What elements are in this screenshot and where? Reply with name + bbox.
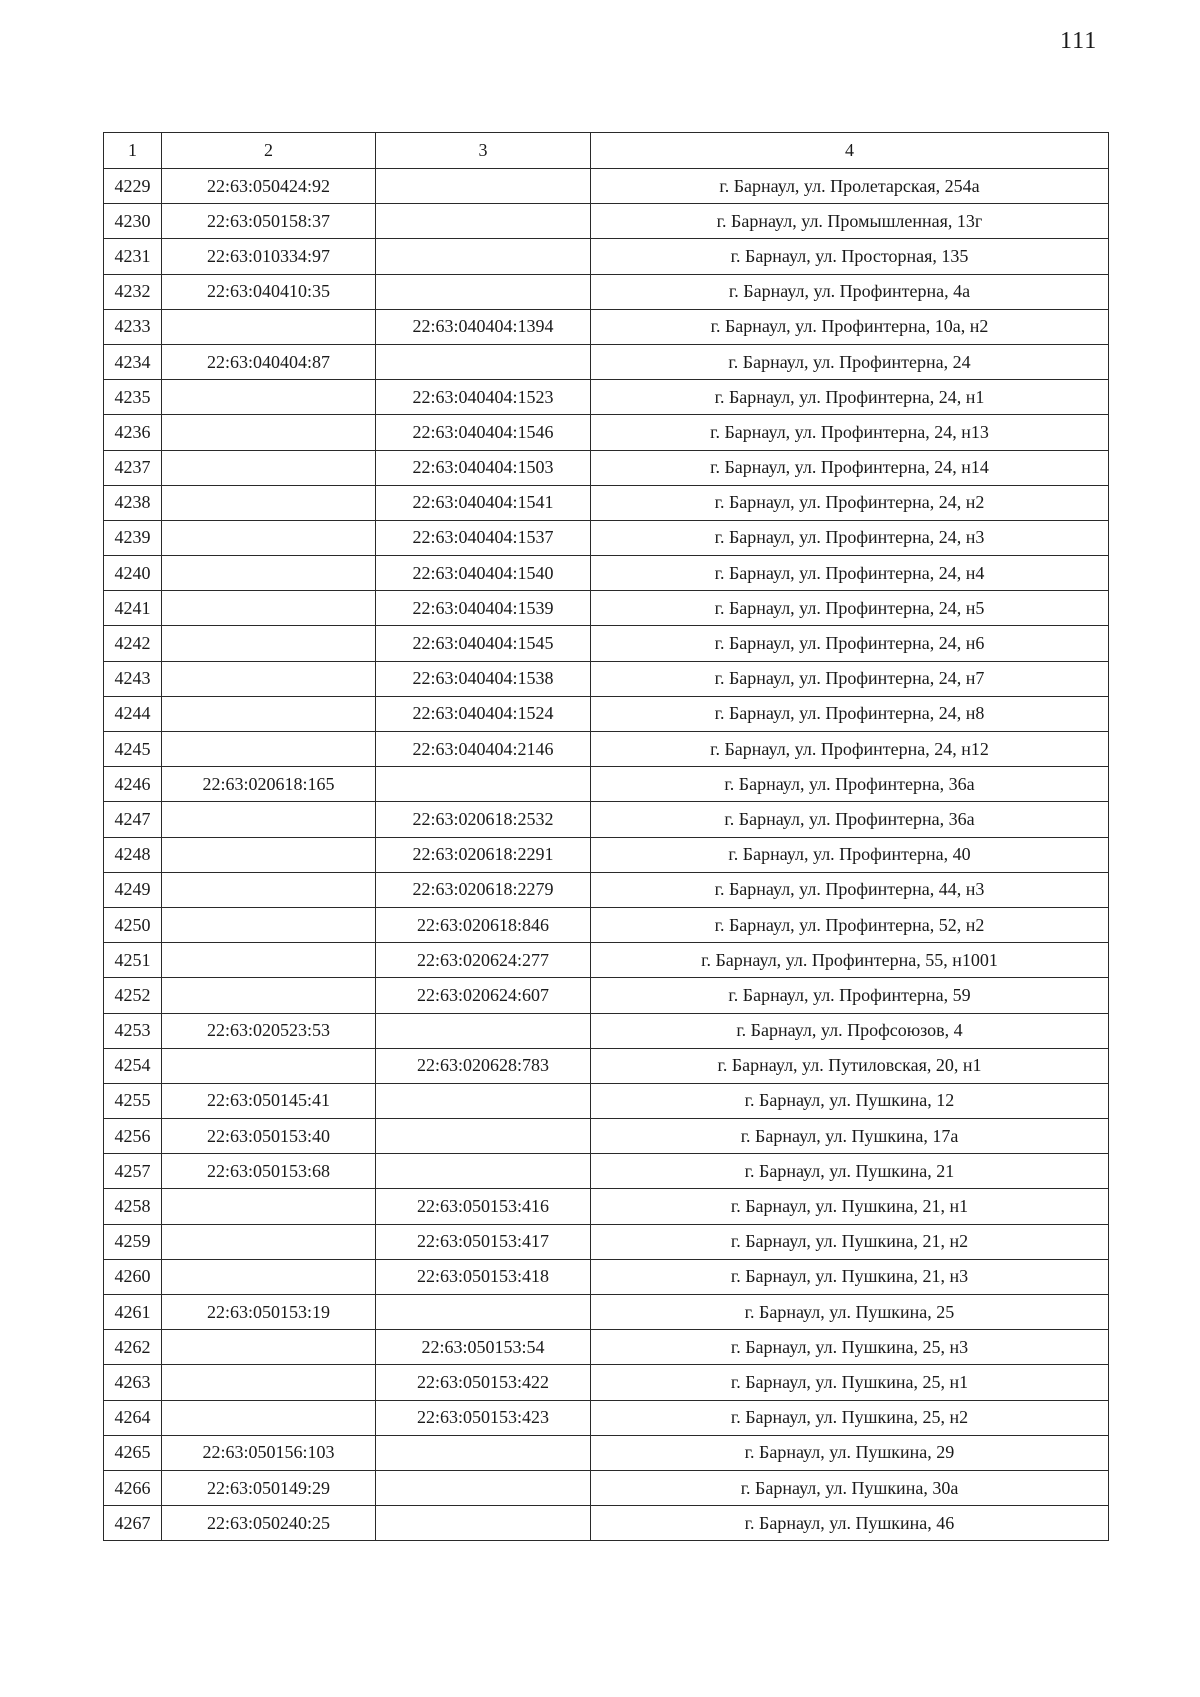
row-number-cell: 4263: [104, 1365, 162, 1400]
cadastral-number-cell: [162, 520, 376, 555]
row-number-cell: 4261: [104, 1295, 162, 1330]
room-cadastral-number-cell: 22:63:040404:1523: [376, 380, 591, 415]
cadastral-number-cell: [162, 591, 376, 626]
table-row: [104, 1295, 1109, 1330]
cadastral-number-cell: 22:63:050153:19: [162, 1295, 376, 1330]
room-cadastral-number-cell: 22:63:040404:1541: [376, 485, 591, 520]
row-number-cell: 4259: [104, 1224, 162, 1259]
address-cell: г. Барнаул, ул. Профинтерна, 24, н5: [591, 591, 1109, 626]
registry-table: [103, 132, 1109, 1541]
cadastral-number-cell: [162, 696, 376, 731]
row-number-cell: 4235: [104, 380, 162, 415]
table-row: [104, 450, 1109, 485]
room-cadastral-number-cell: [376, 1154, 591, 1189]
table-row: [104, 907, 1109, 942]
cadastral-number-cell: 22:63:050145:41: [162, 1083, 376, 1118]
table-row: [104, 1365, 1109, 1400]
row-number-cell: 4265: [104, 1435, 162, 1470]
row-number-cell: 4264: [104, 1400, 162, 1435]
cadastral-number-cell: [162, 943, 376, 978]
row-number-cell: 4248: [104, 837, 162, 872]
address-cell: г. Барнаул, ул. Пушкина, 12: [591, 1083, 1109, 1118]
row-number-cell: 4231: [104, 239, 162, 274]
room-cadastral-number-cell: 22:63:040404:1545: [376, 626, 591, 661]
room-cadastral-number-cell: 22:63:050153:54: [376, 1330, 591, 1365]
address-cell: г. Барнаул, ул. Профинтерна, 24, н12: [591, 732, 1109, 767]
table-row: [104, 309, 1109, 344]
table-row: [104, 1154, 1109, 1189]
table-header: [104, 133, 1109, 169]
room-cadastral-number-cell: 22:63:020628:783: [376, 1048, 591, 1083]
table-row: [104, 872, 1109, 907]
cadastral-number-cell: [162, 837, 376, 872]
address-cell: г. Барнаул, ул. Профинтерна, 59: [591, 978, 1109, 1013]
room-cadastral-number-cell: 22:63:020618:2291: [376, 837, 591, 872]
address-cell: г. Барнаул, ул. Профинтерна, 36а: [591, 767, 1109, 802]
address-cell: г. Барнаул, ул. Профинтерна, 10а, н2: [591, 309, 1109, 344]
header-col-1: 1: [104, 133, 162, 169]
row-number-cell: 4254: [104, 1048, 162, 1083]
row-number-cell: 4245: [104, 732, 162, 767]
room-cadastral-number-cell: 22:63:040404:1537: [376, 520, 591, 555]
cadastral-number-cell: 22:63:040410:35: [162, 274, 376, 309]
cadastral-number-cell: [162, 978, 376, 1013]
cadastral-number-cell: 22:63:020523:53: [162, 1013, 376, 1048]
cadastral-number-cell: [162, 1365, 376, 1400]
row-number-cell: 4234: [104, 344, 162, 379]
address-cell: г. Барнаул, ул. Профинтерна, 24, н1: [591, 380, 1109, 415]
cadastral-number-cell: 22:63:050240:25: [162, 1506, 376, 1541]
cadastral-number-cell: [162, 556, 376, 591]
table-row: [104, 1400, 1109, 1435]
row-number-cell: 4241: [104, 591, 162, 626]
row-number-cell: 4257: [104, 1154, 162, 1189]
table-row: [104, 485, 1109, 520]
cadastral-number-cell: [162, 1189, 376, 1224]
cadastral-number-cell: [162, 732, 376, 767]
row-number-cell: 4246: [104, 767, 162, 802]
table-row: [104, 837, 1109, 872]
table-row: [104, 978, 1109, 1013]
row-number-cell: 4251: [104, 943, 162, 978]
row-number-cell: 4255: [104, 1083, 162, 1118]
row-number-cell: 4229: [104, 169, 162, 204]
cadastral-number-cell: 22:63:020618:165: [162, 767, 376, 802]
row-number-cell: 4237: [104, 450, 162, 485]
address-cell: г. Барнаул, ул. Пушкина, 17а: [591, 1119, 1109, 1154]
row-number-cell: 4247: [104, 802, 162, 837]
room-cadastral-number-cell: 22:63:020624:277: [376, 943, 591, 978]
row-number-cell: 4230: [104, 204, 162, 239]
room-cadastral-number-cell: 22:63:020624:607: [376, 978, 591, 1013]
address-cell: г. Барнаул, ул. Профинтерна, 24, н4: [591, 556, 1109, 591]
room-cadastral-number-cell: 22:63:040404:1540: [376, 556, 591, 591]
table-body: [104, 169, 1109, 1541]
address-cell: г. Барнаул, ул. Пушкина, 21, н1: [591, 1189, 1109, 1224]
cadastral-number-cell: [162, 1224, 376, 1259]
room-cadastral-number-cell: 22:63:040404:1394: [376, 309, 591, 344]
table-row: [104, 169, 1109, 204]
address-cell: г. Барнаул, ул. Пушкина, 25, н1: [591, 1365, 1109, 1400]
cadastral-number-cell: [162, 872, 376, 907]
cadastral-number-cell: [162, 415, 376, 450]
table-row: [104, 661, 1109, 696]
address-cell: г. Барнаул, ул. Профинтерна, 24, н8: [591, 696, 1109, 731]
room-cadastral-number-cell: 22:63:040404:1539: [376, 591, 591, 626]
table-row: [104, 1435, 1109, 1470]
room-cadastral-number-cell: 22:63:040404:2146: [376, 732, 591, 767]
room-cadastral-number-cell: [376, 1435, 591, 1470]
address-cell: г. Барнаул, ул. Промышленная, 13г: [591, 204, 1109, 239]
address-cell: г. Барнаул, ул. Пролетарская, 254а: [591, 169, 1109, 204]
cadastral-number-cell: [162, 1330, 376, 1365]
address-cell: г. Барнаул, ул. Пушкина, 46: [591, 1506, 1109, 1541]
table-row: [104, 1013, 1109, 1048]
row-number-cell: 4267: [104, 1506, 162, 1541]
address-cell: г. Барнаул, ул. Профинтерна, 24, н13: [591, 415, 1109, 450]
room-cadastral-number-cell: [376, 204, 591, 239]
table-row: [104, 626, 1109, 661]
table-row: [104, 556, 1109, 591]
address-cell: г. Барнаул, ул. Профинтерна, 24, н3: [591, 520, 1109, 555]
address-cell: г. Барнаул, ул. Пушкина, 30а: [591, 1470, 1109, 1505]
room-cadastral-number-cell: 22:63:020618:2279: [376, 872, 591, 907]
row-number-cell: 4232: [104, 274, 162, 309]
header-row: [104, 133, 1109, 169]
table-row: [104, 1470, 1109, 1505]
address-cell: г. Барнаул, ул. Пушкина, 21: [591, 1154, 1109, 1189]
row-number-cell: 4236: [104, 415, 162, 450]
address-cell: г. Барнаул, ул. Пушкина, 21, н3: [591, 1259, 1109, 1294]
address-cell: г. Барнаул, ул. Путиловская, 20, н1: [591, 1048, 1109, 1083]
table-row: [104, 802, 1109, 837]
row-number-cell: 4260: [104, 1259, 162, 1294]
room-cadastral-number-cell: 22:63:020618:846: [376, 907, 591, 942]
table-row: [104, 767, 1109, 802]
room-cadastral-number-cell: [376, 1119, 591, 1154]
address-cell: г. Барнаул, ул. Пушкина, 25: [591, 1295, 1109, 1330]
row-number-cell: 4233: [104, 309, 162, 344]
room-cadastral-number-cell: [376, 344, 591, 379]
header-col-3: 3: [376, 133, 591, 169]
row-number-cell: 4249: [104, 872, 162, 907]
row-number-cell: 4243: [104, 661, 162, 696]
room-cadastral-number-cell: [376, 1083, 591, 1118]
row-number-cell: 4262: [104, 1330, 162, 1365]
address-cell: г. Барнаул, ул. Профинтерна, 24, н2: [591, 485, 1109, 520]
row-number-cell: 4240: [104, 556, 162, 591]
cadastral-number-cell: [162, 626, 376, 661]
header-col-2: 2: [162, 133, 376, 169]
cadastral-number-cell: [162, 485, 376, 520]
address-cell: г. Барнаул, ул. Пушкина, 21, н2: [591, 1224, 1109, 1259]
cadastral-number-cell: 22:63:050156:103: [162, 1435, 376, 1470]
room-cadastral-number-cell: 22:63:050153:422: [376, 1365, 591, 1400]
row-number-cell: 4253: [104, 1013, 162, 1048]
row-number-cell: 4244: [104, 696, 162, 731]
address-cell: г. Барнаул, ул. Профинтерна, 24: [591, 344, 1109, 379]
address-cell: г. Барнаул, ул. Профинтерна, 24, н14: [591, 450, 1109, 485]
room-cadastral-number-cell: 22:63:040404:1546: [376, 415, 591, 450]
room-cadastral-number-cell: 22:63:020618:2532: [376, 802, 591, 837]
cadastral-number-cell: [162, 1259, 376, 1294]
address-cell: г. Барнаул, ул. Профинтерна, 52, н2: [591, 907, 1109, 942]
cadastral-number-cell: [162, 1048, 376, 1083]
cadastral-number-cell: [162, 450, 376, 485]
room-cadastral-number-cell: [376, 1506, 591, 1541]
table-row: [104, 696, 1109, 731]
row-number-cell: 4266: [104, 1470, 162, 1505]
room-cadastral-number-cell: 22:63:040404:1524: [376, 696, 591, 731]
room-cadastral-number-cell: [376, 1013, 591, 1048]
address-cell: г. Барнаул, ул. Профинтерна, 4а: [591, 274, 1109, 309]
room-cadastral-number-cell: 22:63:050153:417: [376, 1224, 591, 1259]
table-row: [104, 239, 1109, 274]
page-number: 111: [1060, 28, 1098, 54]
table-row: [104, 380, 1109, 415]
room-cadastral-number-cell: [376, 274, 591, 309]
cadastral-number-cell: [162, 802, 376, 837]
table-row: [104, 591, 1109, 626]
cadastral-number-cell: 22:63:050153:68: [162, 1154, 376, 1189]
table-row: [104, 1119, 1109, 1154]
header-col-4: 4: [591, 133, 1109, 169]
address-cell: г. Барнаул, ул. Пушкина, 25, н3: [591, 1330, 1109, 1365]
table-row: [104, 1048, 1109, 1083]
cadastral-number-cell: [162, 1400, 376, 1435]
cadastral-number-cell: 22:63:050158:37: [162, 204, 376, 239]
table-row: [104, 1330, 1109, 1365]
cadastral-number-cell: [162, 907, 376, 942]
address-cell: г. Барнаул, ул. Профинтерна, 40: [591, 837, 1109, 872]
table-row: [104, 520, 1109, 555]
cadastral-number-cell: 22:63:050149:29: [162, 1470, 376, 1505]
cadastral-number-cell: [162, 661, 376, 696]
cadastral-number-cell: 22:63:010334:97: [162, 239, 376, 274]
table-row: [104, 274, 1109, 309]
table-row: [104, 1506, 1109, 1541]
row-number-cell: 4256: [104, 1119, 162, 1154]
room-cadastral-number-cell: [376, 767, 591, 802]
room-cadastral-number-cell: 22:63:040404:1538: [376, 661, 591, 696]
row-number-cell: 4258: [104, 1189, 162, 1224]
address-cell: г. Барнаул, ул. Пушкина, 29: [591, 1435, 1109, 1470]
table-row: [104, 732, 1109, 767]
room-cadastral-number-cell: [376, 1295, 591, 1330]
room-cadastral-number-cell: [376, 1470, 591, 1505]
room-cadastral-number-cell: 22:63:050153:416: [376, 1189, 591, 1224]
room-cadastral-number-cell: [376, 239, 591, 274]
address-cell: г. Барнаул, ул. Просторная, 135: [591, 239, 1109, 274]
row-number-cell: 4242: [104, 626, 162, 661]
row-number-cell: 4252: [104, 978, 162, 1013]
room-cadastral-number-cell: 22:63:050153:423: [376, 1400, 591, 1435]
table-row: [104, 1083, 1109, 1118]
address-cell: г. Барнаул, ул. Профинтерна, 24, н7: [591, 661, 1109, 696]
row-number-cell: 4238: [104, 485, 162, 520]
table-row: [104, 415, 1109, 450]
table-row: [104, 1259, 1109, 1294]
cadastral-number-cell: [162, 309, 376, 344]
table-row: [104, 943, 1109, 978]
table-row: [104, 1189, 1109, 1224]
address-cell: г. Барнаул, ул. Профинтерна, 24, н6: [591, 626, 1109, 661]
cadastral-number-cell: [162, 380, 376, 415]
cadastral-number-cell: 22:63:050424:92: [162, 169, 376, 204]
table-row: [104, 344, 1109, 379]
room-cadastral-number-cell: 22:63:050153:418: [376, 1259, 591, 1294]
row-number-cell: 4239: [104, 520, 162, 555]
table-row: [104, 1224, 1109, 1259]
address-cell: г. Барнаул, ул. Пушкина, 25, н2: [591, 1400, 1109, 1435]
address-cell: г. Барнаул, ул. Профинтерна, 55, н1001: [591, 943, 1109, 978]
room-cadastral-number-cell: [376, 169, 591, 204]
address-cell: г. Барнаул, ул. Профинтерна, 44, н3: [591, 872, 1109, 907]
room-cadastral-number-cell: 22:63:040404:1503: [376, 450, 591, 485]
address-cell: г. Барнаул, ул. Профсоюзов, 4: [591, 1013, 1109, 1048]
table-row: [104, 204, 1109, 239]
cadastral-number-cell: 22:63:040404:87: [162, 344, 376, 379]
address-cell: г. Барнаул, ул. Профинтерна, 36а: [591, 802, 1109, 837]
row-number-cell: 4250: [104, 907, 162, 942]
cadastral-number-cell: 22:63:050153:40: [162, 1119, 376, 1154]
